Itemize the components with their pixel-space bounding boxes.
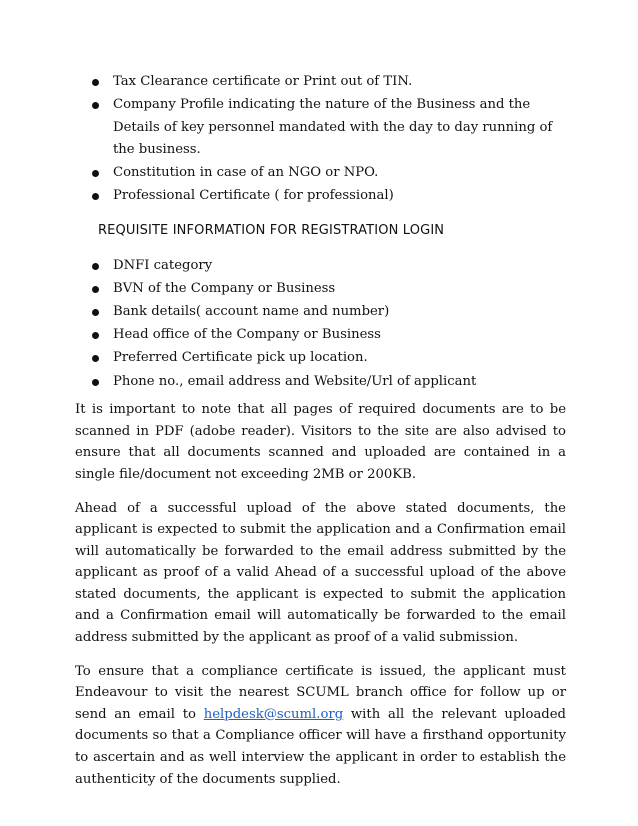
paragraph-text: with all the relevant uploaded documents so that a Compliance officer will have a firsthand opportunity to ascertain and as well interview the applicant in order to establish the authenticity of the documents supplied. xyxy=(75,706,566,787)
list-item-text: Bank details( account name and number) xyxy=(113,304,390,320)
list-item-text: BVN of the Company or Business xyxy=(113,281,336,297)
list-item-text: DNFI category xyxy=(113,258,213,274)
paragraph-text: To ensure that a compliance certificate is issued, the applicant must Endeavour to visit the nearest SCUML branch office for follow up or send an email to xyxy=(75,663,566,722)
bullet-icon xyxy=(92,102,99,109)
bullet-icon xyxy=(92,263,99,270)
bullet-icon xyxy=(92,309,99,316)
helpdesk-email-link[interactable]: helpdesk@scuml.org xyxy=(203,706,344,722)
bullet-icon xyxy=(92,332,99,339)
list-item xyxy=(75,301,566,324)
list-item-text: Preferred Certificate pick up location. xyxy=(113,350,368,366)
confirmation-email-paragraph: Ahead of a successful upload of the above stated documents, the applicant is expected to submit the application and a Confirmation email will automatically be forwarded to the email address submitted by the applicant as proof of a valid Ahead of a successful upload of the above stated documents, the applicant is expected to submit the application and a Confirmation email will automatically be forwarded to the email address submitted by the applicant as proof of a valid submission. xyxy=(75,500,566,646)
bullet-icon xyxy=(92,379,99,386)
section-heading: REQUISITE INFORMATION FOR REGISTRATION LOGIN xyxy=(98,223,445,239)
list-item xyxy=(75,94,566,162)
bullet-icon xyxy=(92,193,99,200)
registration-info-list xyxy=(75,255,566,393)
list-item xyxy=(75,162,566,185)
bullet-icon xyxy=(92,79,99,86)
list-item xyxy=(75,371,566,394)
bullet-icon xyxy=(92,286,99,293)
list-item-text: Company Profile indicating the nature of the Business and the Details of key personnel mandated with the day to day running of the business. xyxy=(113,97,553,158)
list-item-text: Tax Clearance certificate or Print out of TIN. xyxy=(113,74,413,89)
list-item-text: Head office of the Company or Business xyxy=(113,327,381,343)
bullet-icon xyxy=(92,355,99,362)
compliance-certificate-paragraph xyxy=(75,661,566,791)
list-item xyxy=(75,324,566,347)
list-item-text: Constitution in case of an NGO or NPO. xyxy=(113,165,379,181)
list-item xyxy=(75,347,566,370)
list-item-text: Professional Certificate ( for professional) xyxy=(113,188,394,204)
list-item xyxy=(75,255,566,278)
list-item-text: Phone no., email address and Website/Url of applicant xyxy=(113,373,477,389)
scanning-note-paragraph: It is important to note that all pages of required documents are to be scanned in PDF (adobe reader). Visitors to the site are also advised to ensure that all documents scanned and uploaded are contained in a single file/document not exceeding 2MB or 200KB. xyxy=(75,402,566,482)
bullet-icon xyxy=(92,170,99,177)
list-item xyxy=(75,71,566,94)
list-item xyxy=(75,278,566,301)
required-documents-list xyxy=(75,71,566,208)
list-item xyxy=(75,185,566,208)
